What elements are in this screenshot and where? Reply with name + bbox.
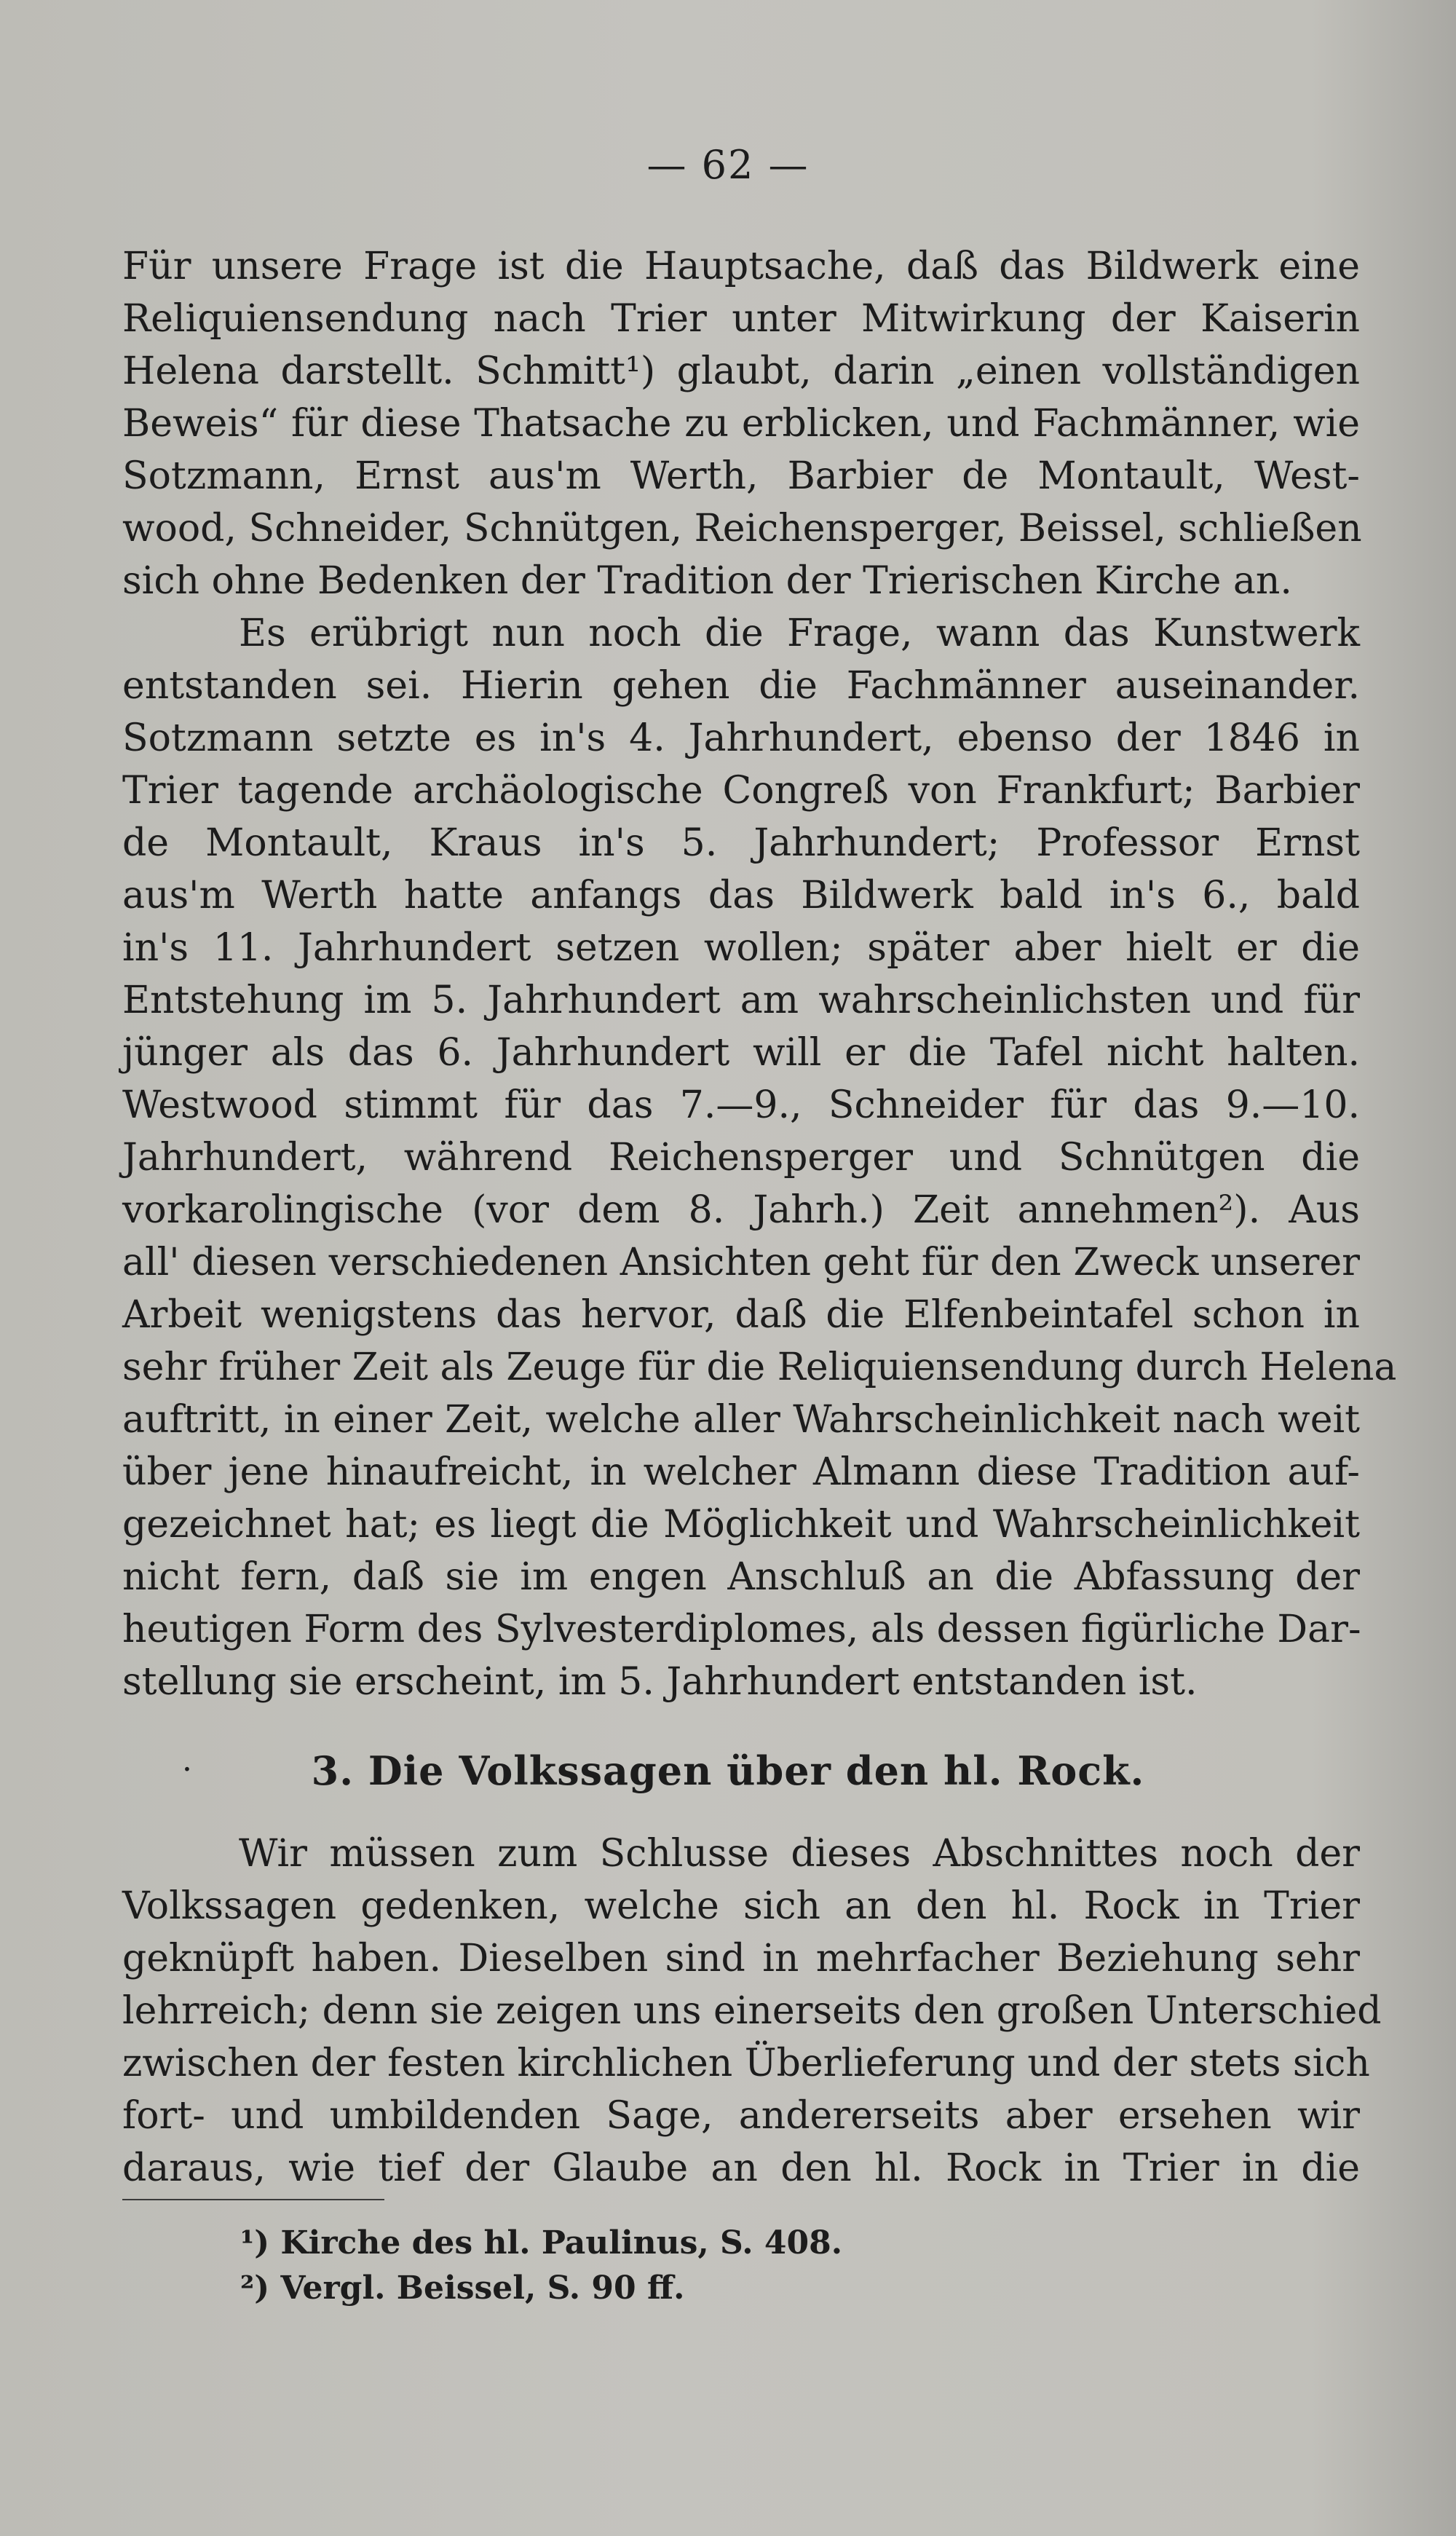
paragraph-1 (122, 240, 1360, 607)
text-line: lehrreich; denn sie zeigen uns einerseits den großen Unterschied (122, 1989, 1382, 2033)
text-line: Beweis“ für diese Thatsache zu erblicken, und Fachmänner, wie (122, 402, 1360, 446)
text-line: sehr früher Zeit als Zeuge für die Reliquiensendung durch Helena (122, 1346, 1397, 1389)
text-line: stellung sie erscheint, im 5. Jahrhundert entstanden ist. (122, 1660, 1198, 1704)
text-line: Jahrhundert, während Reichensperger und Schnütgen die (122, 1136, 1360, 1180)
text-line: Sotzmann, Ernst aus'm Werth, Barbier de Montault, West- (122, 454, 1360, 498)
page-number: — 62 — (646, 142, 810, 188)
text-line: geknüpft haben. Dieselben sind in mehrfacher Beziehung sehr (122, 1937, 1360, 1980)
text-line: Es erübrigt nun noch die Frage, wann das Kunstwerk (239, 612, 1360, 655)
text-line: Sotzmann setzte es in's 4. Jahrhundert, ebenso der 1846 in (122, 716, 1360, 760)
text-line: fort- und umbildenden Sage, andererseits aber ersehen wir (122, 2094, 1360, 2138)
text-line: auftritt, in einer Zeit, welche aller Wahrscheinlichkeit nach weit (122, 1398, 1360, 1442)
heading-dot: · (182, 1751, 192, 1788)
text-line: nicht fern, daß sie im engen Anschluß an die Abfassung der (122, 1555, 1360, 1599)
footnote-rule (122, 2199, 384, 2200)
text-line: all' diesen verschiedenen Ansichten geht für den Zweck unserer (122, 1241, 1360, 1284)
text-line: Reliquiensendung nach Trier unter Mitwirkung der Kaiserin (122, 297, 1360, 341)
text-line: zwischen der festen kirchlichen Überlieferung und der stets sich (122, 2042, 1370, 2085)
text-line: über jene hinaufreicht, in welcher Almann diese Tradition auf- (122, 1450, 1360, 1494)
section-heading: 3. Die Volkssagen über den hl. Rock. (311, 1747, 1145, 1794)
text-line: aus'm Werth hatte anfangs das Bildwerk bald in's 6., bald (122, 874, 1360, 917)
text-line: wood, Schneider, Schnütgen, Reichensperger, Beissel, schließen (122, 507, 1362, 550)
footnote: ²) Vergl. Beissel, S. 90 ff. (240, 2270, 685, 2307)
footnote: ¹) Kirche des hl. Paulinus, S. 408. (240, 2224, 843, 2262)
text-line: Helena darstellt. Schmitt¹) glaubt, darin „einen vollständigen (122, 349, 1360, 393)
text-line: jünger als das 6. Jahrhundert will er die Tafel nicht halten. (122, 1031, 1360, 1075)
text-line: Wir müssen zum Schlusse dieses Abschnittes noch der (239, 1832, 1360, 1876)
footnotes (240, 2221, 842, 2311)
text-line: heutigen Form des Sylvesterdiplomes, als dessen figürliche Dar- (122, 1608, 1361, 1651)
text-line: Entstehung im 5. Jahrhundert am wahrscheinlichsten und für (122, 979, 1360, 1022)
text-line: Arbeit wenigstens das hervor, daß die Elfenbeintafel schon in (122, 1293, 1360, 1337)
paragraph-3 (122, 1828, 1382, 2195)
text-line: in's 11. Jahrhundert setzen wollen; später aber hielt er die (122, 926, 1360, 970)
text-line: de Montault, Kraus in's 5. Jahrhundert; Professor Ernst (122, 821, 1360, 865)
text-line: Westwood stimmt für das 7.—9., Schneider für das 9.—10. (122, 1083, 1360, 1127)
text-line: Trier tagende archäologische Congreß von Frankfurt; Barbier (122, 769, 1360, 813)
text-line: Für unsere Frage ist die Hauptsache, daß das Bildwerk eine (122, 245, 1360, 288)
text-line: sich ohne Bedenken der Tradition der Trierischen Kirche an. (122, 559, 1292, 603)
text-line: Volkssagen gedenken, welche sich an den hl. Rock in Trier (122, 1884, 1360, 1928)
text-line: vorkarolingische (vor dem 8. Jahrh.) Zeit annehmen²). Aus (122, 1188, 1360, 1232)
text-line: gezeichnet hat; es liegt die Möglichkeit und Wahrscheinlichkeit (122, 1503, 1360, 1547)
text-line: daraus, wie tief der Glaube an den hl. Rock in Trier in die (122, 2146, 1360, 2190)
text-line: entstanden sei. Hierin gehen die Fachmänner auseinander. (122, 664, 1360, 708)
paragraph-2 (122, 607, 1397, 1708)
